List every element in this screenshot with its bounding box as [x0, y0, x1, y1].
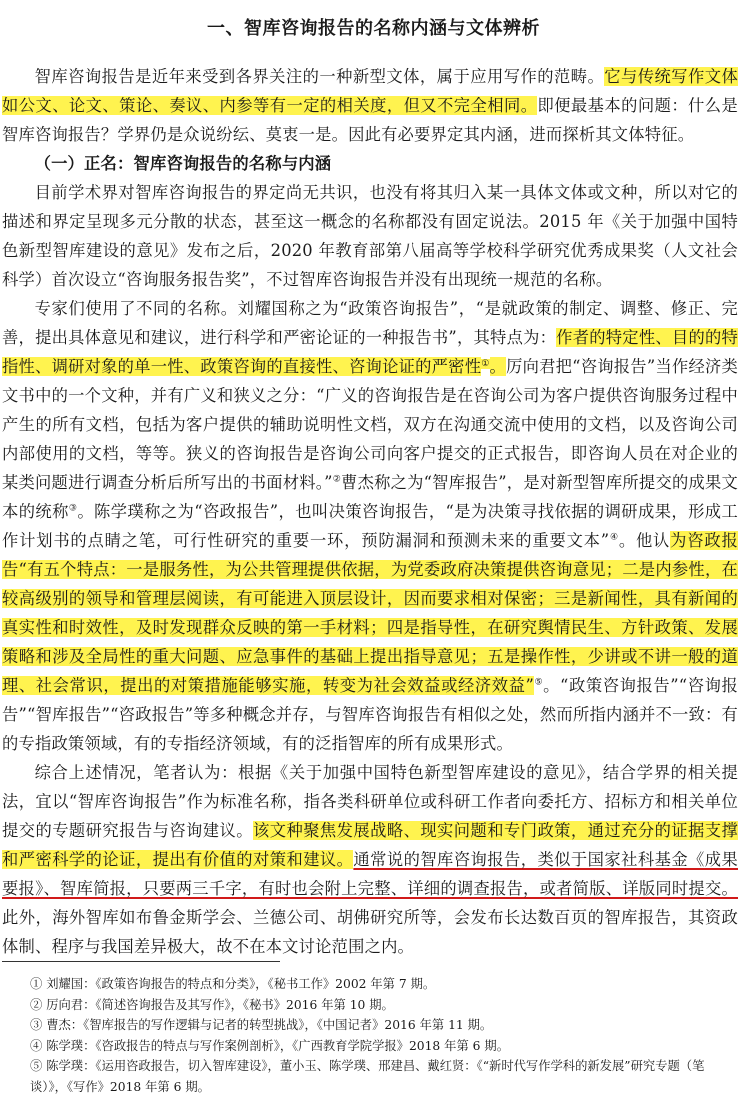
footnote-divider: [2, 961, 280, 962]
footnote-4: ④ 陈学璞：《咨政报告的特点与写作案例剖析》，《广西教育学院学报》2018 年第 6 期。: [30, 1038, 509, 1053]
highlighted-text: 该文种聚焦发展战略、现实问题和专门政策，通过充分的证据支撑和严密科学的论证，提出有价值的对策和建议。: [2, 821, 738, 869]
footnote-ref: ④: [609, 532, 619, 543]
highlighted-text: 。: [489, 357, 507, 376]
text-run: 厉向君把“咨询报告”当作经济类文书中的一个文种，并有广义和狭义之分：“广义的咨询报告是在咨询公司为客户提供咨询服务过程中产生的所有文档，包括为客户提供的辅助说明性文档，双方在沟通交流中使用的文档，以及咨询公司内部使用的文档，等等。狭义的咨询报告是咨询公司向客户提交的正式报告，即咨询人员在对企业的某类问题进行调查分析后所写出的书面材料。”: [2, 357, 738, 492]
footnote-ref: ③: [68, 503, 78, 514]
text-run: 综合上述情况，笔者认为：根据《关于加强中国特色新型智库建设的意见》，结合学界的相关提法，宜以“智库咨询报告”作为标准名称，指各类科研单位或科研工作者向委托方、招标方和相关单位提交的专题研究报告与咨询建议。: [2, 763, 738, 840]
footnote-1: ① 刘耀国：《政策咨询报告的特点和分类》，《秘书工作》2002 年第 7 期。: [30, 977, 436, 991]
highlighted-text: 为咨政报告“有五个特点：一是服务性，为公共管理提供依据，为党委政府决策提供咨询意见；二是内参性，在较高级别的领导和管理层阅读，有可能进入顶层设计，因而要求相对保密；三是新闻性，具有新闻的真实性和时效性，及时发现群众反映的第一手材料；四是指导性，在研究舆情民生、方针政策、发展策略和涉及全局性的重大问题、应急事件的基础上提出指导意见；五是操作性，少讲或不讲一般的道理、社会常识，提出的对策措施能够实施，转变为社会效益或经济效益”: [2, 531, 738, 695]
body-text: [2, 62, 738, 961]
text-run: 。“政策咨询报告”“咨询报告”“智库报告”“咨政报告”等多种概念并存，与智库咨询报告有相似之处，然而所指内涵并不一致：有的专指政策领域，有的专指经济领域，有的泛指智库的所有成果形式。: [2, 676, 738, 753]
footnote-2: ② 厉向君：《简述咨询报告及其写作》，《秘书》2016 年第 10 期。: [30, 997, 394, 1012]
highlighted-text: 作者的特定性、目的的特指性、调研对象的单一性、政策咨询的直接性、咨询论证的严密性: [2, 328, 738, 376]
footnotes: [2, 974, 738, 1097]
footnote-ref: ①: [481, 358, 490, 369]
text-run: 曹杰称之为“智库报告”，是对新型智库所提交的成果文本的统称: [2, 473, 738, 521]
paragraph-3: [2, 294, 738, 758]
footnote-3: ③ 曹杰：《智库报告的写作逻辑与记者的转型挑战》，《中国记者》2016 年第 11 期。: [30, 1018, 493, 1032]
subsection-heading: （一）正名：智库咨询报告的名称与内涵: [34, 154, 332, 173]
section-heading: 一、智库咨询报告的名称内涵与文体辨析: [207, 18, 540, 39]
text-run: 即便最基本的问题：什么是智库咨询报告？学界仍是众说纷纭、莫衷一是。因此有必要界定其内涵，进而探析其文体特征。: [2, 96, 738, 144]
text-run: 专家们使用了不同的名称。刘耀国称之为“政策咨询报告”，“是就政策的制定、调整、修正、完善，提出具体意见和建议，进行科学和严密论证的一种报告书”，其特点为：: [2, 299, 738, 347]
footnote-5: ⑤ 陈学璞：《运用咨政报告，切入智库建设》，董小玉、陈学璞、邢建昌、戴红贤：《“新时代写作学科的新发展”研究专题（笔谈）》，《写作》2018 年第 6 期。: [30, 1059, 705, 1094]
highlighted-text: 它与传统写作文体如公文、论文、策论、奏议、内参等有一定的相关度，但又不完全相同。: [2, 67, 738, 115]
text-run: 。他认: [618, 531, 671, 550]
footnote-ref: ②: [332, 474, 342, 485]
paragraph-1: [2, 62, 738, 149]
underlined-text: 通常说的智库咨询报告，类似于国家社科基金《成果要报》、智库简报，只要两三千字，有时也会附上完整、详细的调查报告，或者简版、详版同时提交。: [2, 850, 738, 898]
paragraph-2: 目前学术界对智库咨询报告的界定尚无共识，也没有将其归入某一具体文体或文种，所以对它的描述和界定呈现多元分散的状态，甚至这一概念的名称都没有固定说法。2015 年《关于加强中国特色新型智库建设的意见》发布之后，2020 年教育部第八届高等学校科学研究优秀成果奖（人文社会科学）首次设立“咨询服务报告奖”，不过智库咨询报告并没有出现统一规范的名称。: [2, 183, 738, 289]
text-run: 。陈学璞称之为“咨政报告”，也叫决策咨询报告，“是为决策寻找依据的调研成果，形成工作计划书的点睛之笔，可行性研究的重要一环，预防漏洞和预测未来的重要文本”: [2, 502, 738, 550]
text-run: 此外，海外智库如布鲁金斯学会、兰德公司、胡佛研究所等，会发布长达数百页的智库报告，其资政体制、程序与我国差异极大，故不在本文讨论范围之内。: [2, 908, 738, 956]
paragraph-4: [2, 758, 738, 961]
text-run: 智库咨询报告是近年来受到各界关注的一种新型文体，属于应用写作的范畴。: [34, 67, 605, 86]
footnote-ref: ⑤: [534, 677, 544, 688]
